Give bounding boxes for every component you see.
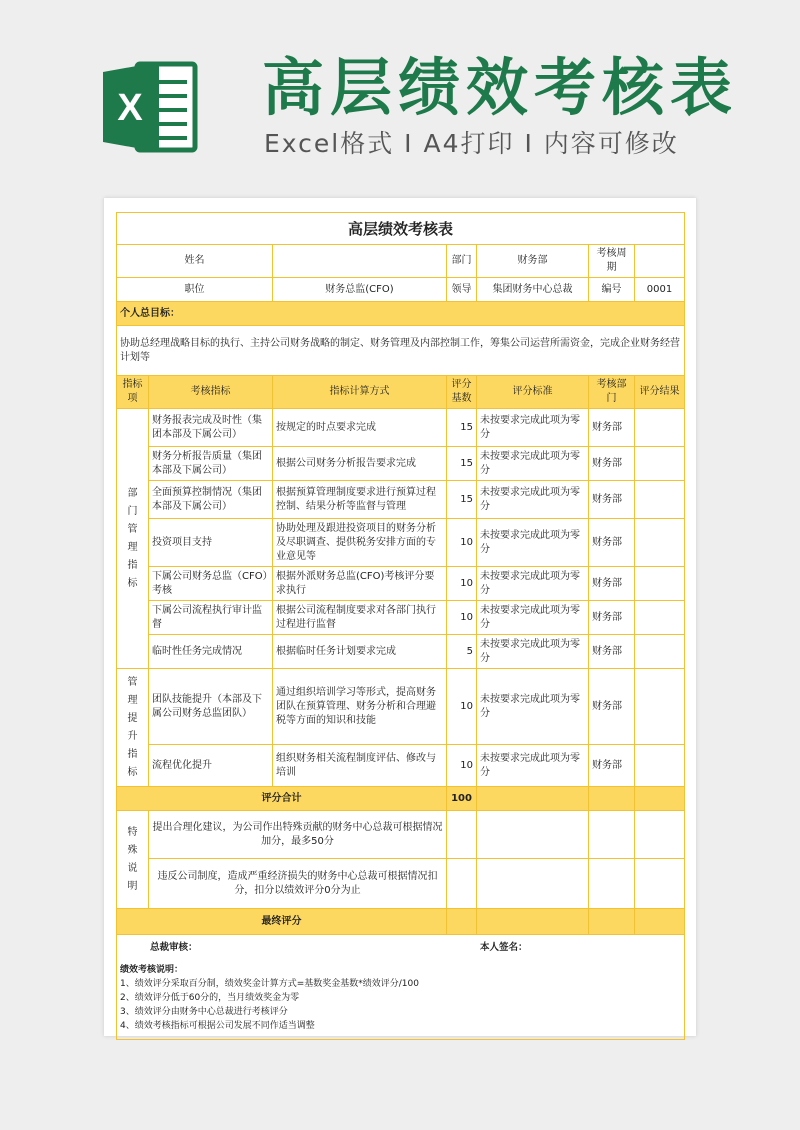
table-row <box>117 519 685 567</box>
page-subtitle: Excel格式 I A4打印 I 内容可修改 <box>264 129 679 158</box>
dept-cell: 财务部 <box>589 635 635 669</box>
result-cell[interactable] <box>635 601 685 635</box>
result-cell[interactable] <box>635 519 685 567</box>
notes-title: 绩效考核说明： <box>120 965 184 975</box>
dept-cell: 财务部 <box>589 669 635 745</box>
goal-text[interactable]: 协助总经理战略目标的执行、主持公司财务战略的制定、财务管理及内部控制工作，筹集公司运营所需资金，完成企业财务经营计划等 <box>117 326 685 376</box>
total-empty <box>635 787 685 811</box>
special-empty <box>589 859 635 909</box>
indicator-cell: 财务报表完成及时性（集团本部及下属公司） <box>149 409 273 447</box>
indicator-cell: 下属公司财务总监（CFO）考核 <box>149 567 273 601</box>
special-empty <box>589 811 635 859</box>
method-cell: 组织财务相关流程制度评估、修改与培训 <box>273 745 447 787</box>
score-cell: 10 <box>447 519 477 567</box>
result-cell[interactable] <box>635 567 685 601</box>
result-cell[interactable] <box>635 635 685 669</box>
col-header: 考核部门 <box>589 376 635 409</box>
method-cell: 根据公司财务分析报告要求完成 <box>273 447 447 481</box>
standard-cell: 未按要求完成此项为零分 <box>477 601 589 635</box>
standard-cell: 未按要求完成此项为零分 <box>477 481 589 519</box>
excel-logo-icon <box>103 58 199 156</box>
col-header: 评分结果 <box>635 376 685 409</box>
final-empty <box>477 909 589 935</box>
dept-label: 部门 <box>447 245 477 278</box>
goal-label: 个人总目标： <box>117 302 685 326</box>
final-label: 最终评分 <box>117 909 447 935</box>
special-score[interactable] <box>447 859 477 909</box>
score-cell: 15 <box>447 447 477 481</box>
table-row <box>117 601 685 635</box>
table-row <box>117 481 685 519</box>
logo-letter: X <box>117 87 143 129</box>
method-cell: 根据预算管理制度要求进行预算过程控制、结果分析等监督与管理 <box>273 481 447 519</box>
score-cell: 10 <box>447 567 477 601</box>
method-cell: 按规定的时点要求完成 <box>273 409 447 447</box>
method-cell: 通过组织培训学习等形式，提高财务团队在预算管理、财务分析和合理避税等方面的知识和技能 <box>273 669 447 745</box>
dept-cell: 财务部 <box>589 601 635 635</box>
total-empty <box>589 787 635 811</box>
total-empty <box>477 787 589 811</box>
dept-cell: 财务部 <box>589 519 635 567</box>
dept-value[interactable]: 财务部 <box>477 245 589 278</box>
table-row <box>117 567 685 601</box>
note-item: 3、绩效评分由财务中心总裁进行考核评分 <box>120 1007 288 1017</box>
number-value[interactable]: 0001 <box>635 278 685 302</box>
sheet-title: 高层绩效考核表 <box>117 213 685 245</box>
standard-cell: 未按要求完成此项为零分 <box>477 669 589 745</box>
special-item: 提出合理化建议，为公司作出特殊贡献的财务中心总裁可根据情况加分，最多50分 <box>149 811 447 859</box>
dept-cell: 财务部 <box>589 481 635 519</box>
dept-cell: 财务部 <box>589 409 635 447</box>
footer-section <box>117 935 685 1040</box>
result-cell[interactable] <box>635 745 685 787</box>
signature-row <box>120 941 681 955</box>
group-label-dept-mgmt <box>117 409 149 669</box>
note-item: 1、绩效评分采取百分制，绩效奖金计算方式=基数奖金基数*绩效评分/100 <box>120 979 419 989</box>
standard-cell: 未按要求完成此项为零分 <box>477 519 589 567</box>
result-cell[interactable] <box>635 409 685 447</box>
special-empty <box>635 811 685 859</box>
indicator-cell: 团队技能提升（本部及下属公司财务总监团队） <box>149 669 273 745</box>
period-label: 考核周期 <box>589 245 635 278</box>
score-cell: 15 <box>447 409 477 447</box>
standard-cell: 未按要求完成此项为零分 <box>477 635 589 669</box>
col-header: 指标计算方式 <box>273 376 447 409</box>
indicator-cell: 下属公司流程执行审计监督 <box>149 601 273 635</box>
period-value[interactable] <box>635 245 685 278</box>
standard-cell: 未按要求完成此项为零分 <box>477 409 589 447</box>
dept-cell: 财务部 <box>589 567 635 601</box>
col-header: 评分标准 <box>477 376 589 409</box>
score-cell: 5 <box>447 635 477 669</box>
table-row <box>117 635 685 669</box>
indicator-cell: 全面预算控制情况（集团本部及下属公司） <box>149 481 273 519</box>
number-label: 编号 <box>589 278 635 302</box>
special-row <box>117 859 685 909</box>
special-label-text: 特 殊 说 明 <box>127 826 138 892</box>
method-cell: 根据外派财务总监(CFO)考核评分要求执行 <box>273 567 447 601</box>
table-row <box>117 447 685 481</box>
total-value: 100 <box>447 787 477 811</box>
method-cell: 协助处理及跟进投资项目的财务分析及尽职调查、提供税务安排方面的专业意见等 <box>273 519 447 567</box>
total-label: 评分合计 <box>117 787 447 811</box>
table-row <box>117 409 685 447</box>
standard-cell: 未按要求完成此项为零分 <box>477 567 589 601</box>
note-item: 2、绩效评分低于60分的，当月绩效奖金为零 <box>120 993 300 1003</box>
special-score[interactable] <box>447 811 477 859</box>
method-cell: 根据公司流程制度要求对各部门执行过程进行监督 <box>273 601 447 635</box>
document-page <box>104 198 696 1036</box>
page-title: 高层绩效考核表 <box>262 51 739 124</box>
result-cell[interactable] <box>635 481 685 519</box>
final-empty <box>589 909 635 935</box>
score-cell: 15 <box>447 481 477 519</box>
position-value[interactable]: 财务总监(CFO) <box>273 278 447 302</box>
final-empty <box>635 909 685 935</box>
dept-cell: 财务部 <box>589 447 635 481</box>
table-row <box>117 745 685 787</box>
special-item: 违反公司制度，造成严重经济损失的财务中心总裁可根据情况扣分，扣分以绩效评分0分为止 <box>149 859 447 909</box>
special-empty <box>477 811 589 859</box>
result-cell[interactable] <box>635 669 685 745</box>
group-label-mgmt-improve <box>117 669 149 787</box>
column-header-row <box>117 376 685 409</box>
leader-value[interactable]: 集团财务中心总裁 <box>477 278 589 302</box>
special-empty <box>477 859 589 909</box>
group-label-text: 部 门 管 理 指 标 <box>127 487 138 589</box>
indicator-cell: 投资项目支持 <box>149 519 273 567</box>
name-value[interactable] <box>273 245 447 278</box>
indicator-cell: 财务分析报告质量（集团本部及下属公司） <box>149 447 273 481</box>
score-cell: 10 <box>447 745 477 787</box>
special-row <box>117 811 685 859</box>
col-header: 评分基数 <box>447 376 477 409</box>
score-cell: 10 <box>447 669 477 745</box>
final-row <box>117 909 685 935</box>
total-row <box>117 787 685 811</box>
col-header: 指标项 <box>117 376 149 409</box>
result-cell[interactable] <box>635 447 685 481</box>
special-empty <box>635 859 685 909</box>
indicator-cell: 流程优化提升 <box>149 745 273 787</box>
position-label: 职位 <box>117 278 273 302</box>
name-label: 姓名 <box>117 245 273 278</box>
special-label <box>117 811 149 909</box>
indicator-cell: 临时性任务完成情况 <box>149 635 273 669</box>
leader-label: 领导 <box>447 278 477 302</box>
dept-cell: 财务部 <box>589 745 635 787</box>
sign-label: 本人签名： <box>480 942 528 953</box>
score-cell: 10 <box>447 601 477 635</box>
method-cell: 根据临时任务计划要求完成 <box>273 635 447 669</box>
col-header: 考核指标 <box>149 376 273 409</box>
kpi-table <box>116 212 685 1040</box>
final-value[interactable] <box>447 909 477 935</box>
review-label: 总裁审核： <box>150 942 198 953</box>
page-header <box>0 0 800 195</box>
standard-cell: 未按要求完成此项为零分 <box>477 447 589 481</box>
table-row <box>117 669 685 745</box>
standard-cell: 未按要求完成此项为零分 <box>477 745 589 787</box>
note-item: 4、绩效考核指标可根据公司发展不同作适当调整 <box>120 1021 315 1031</box>
group-label-text: 管 理 提 升 指 标 <box>127 676 138 778</box>
kpi-sheet <box>116 212 684 1040</box>
